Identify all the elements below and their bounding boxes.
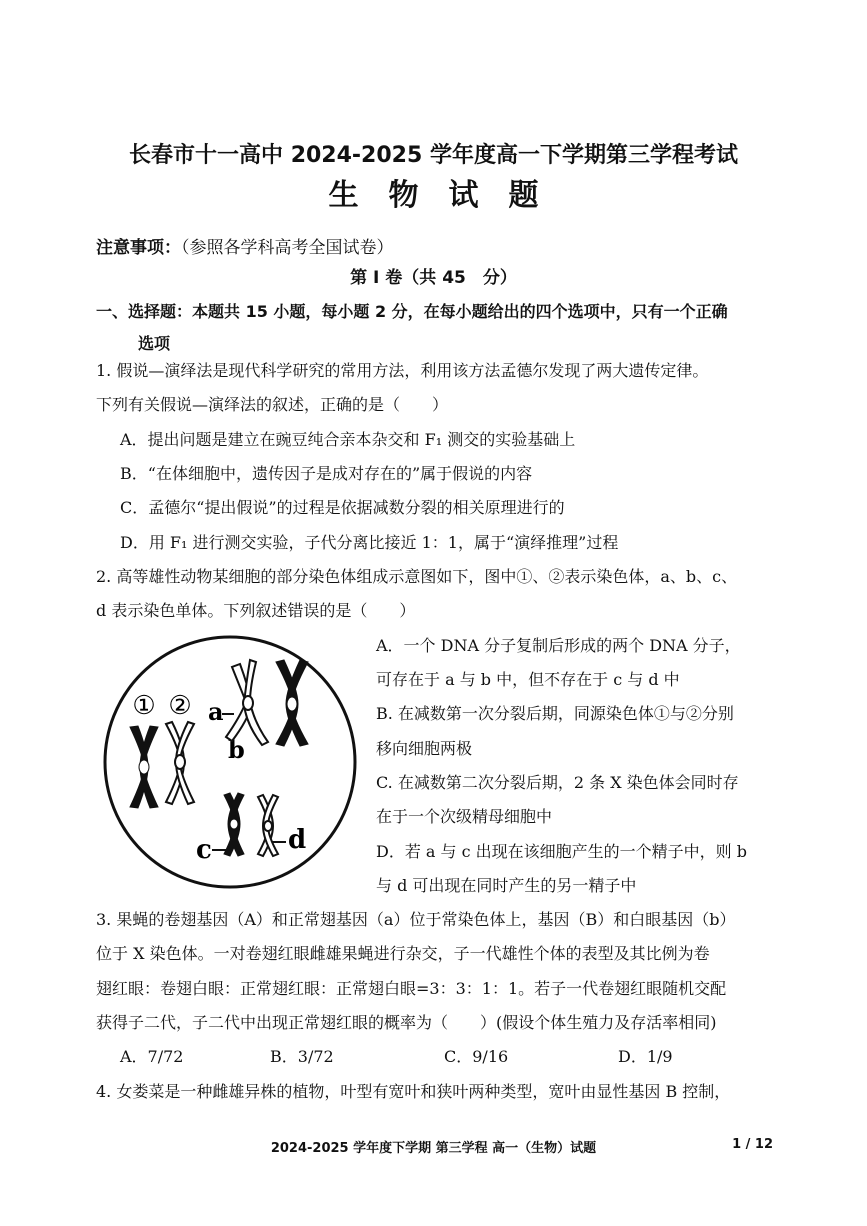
chromosome-d bbox=[258, 795, 278, 856]
exam-title: 长春市十一高中 2024-2025 学年度高一下学期第三学程考试 bbox=[129, 143, 738, 168]
chromosome-figure bbox=[100, 632, 362, 894]
label-d: d bbox=[288, 825, 307, 855]
label-chromosome-1: ① bbox=[132, 691, 156, 721]
q2-option-c-1: C. 在减数第二次分裂后期，2 条 X 染色体会同时存 bbox=[376, 773, 739, 792]
chromosome-ab bbox=[226, 660, 268, 745]
label-c: c bbox=[196, 835, 212, 865]
section-line-1: 一、选择题：本题共 15 小题，每小题 2 分，在每小题给出的四个选项中，只有一个正确 bbox=[96, 302, 728, 321]
notice-label: 注意事项： bbox=[96, 238, 181, 258]
q3-stem-3: 翅红眼：卷翅白眼：正常翅红眼：正常翅白眼=3：3：1：1。若子一代卷翅红眼随机交配 bbox=[96, 979, 727, 998]
q3-stem-2: 位于 X 染色体。一对卷翅红眼雌雄果蝇进行杂交，子一代雄性个体的表型及其比例为卷 bbox=[96, 944, 710, 963]
q3-stem-4: 获得子二代，子二代中出现正常翅红眼的概率为（ ）(假设个体生殖力及存活率相同) bbox=[96, 1013, 717, 1032]
section-line-2: 选项 bbox=[138, 334, 171, 353]
volume-heading: 第 I 卷（共 45 分） bbox=[350, 268, 517, 288]
q3-options bbox=[0, 1044, 867, 1068]
q2-option-c-2: 在于一个次级精母细胞中 bbox=[376, 807, 553, 826]
q1-option-b: B．“在体细胞中，遗传因子是成对存在的”属于假说的内容 bbox=[120, 464, 533, 483]
notice bbox=[96, 233, 394, 258]
q4-stem-1: 4. 女娄菜是一种雌雄异株的植物，叶型有宽叶和狭叶两种类型，宽叶由显性基因 B 控制， bbox=[96, 1082, 731, 1101]
label-b: b bbox=[228, 735, 245, 764]
q2-option-b-1: B. 在减数第一次分裂后期，同源染色体①与②分别 bbox=[376, 704, 734, 723]
q3-option-a: A．7/72 bbox=[120, 1047, 184, 1066]
q2-option-d-1: D．若 a 与 c 出现在该细胞产生的一个精子中，则 b bbox=[376, 842, 748, 861]
chromosome-2 bbox=[166, 722, 194, 804]
notice-text: （参照各学科高考全国试卷） bbox=[181, 238, 394, 258]
q1-stem-2: 下列有关假说—演绎法的叙述，正确的是（ ） bbox=[96, 395, 449, 414]
q3-option-d: D．1/9 bbox=[618, 1047, 673, 1066]
footer-title: 2024-2025 学年度下学期 第三学程 高一（生物）试题 bbox=[270, 1141, 597, 1156]
page-number: 1 / 12 bbox=[732, 1137, 773, 1152]
chromosome-1 bbox=[130, 726, 158, 808]
section-heading bbox=[96, 296, 776, 360]
subject-title: 生物试题 bbox=[328, 178, 569, 213]
q2-option-a-2: 可存在于 a 与 b 中，但不存在于 c 与 d 中 bbox=[376, 670, 680, 689]
label-a: a bbox=[208, 697, 224, 726]
q2-option-b-2: 移向细胞两极 bbox=[376, 739, 473, 758]
chromosome-large-solid bbox=[276, 660, 308, 746]
q1-option-d: D．用 F₁ 进行测交实验，子代分离比接近 1：1，属于“演绎推理”过程 bbox=[120, 533, 619, 552]
q2-option-d-2: 与 d 可出现在同时产生的另一精子中 bbox=[376, 876, 637, 895]
label-chromosome-2: ② bbox=[168, 691, 192, 721]
q2-stem-2: d 表示染色单体。下列叙述错误的是（ ） bbox=[96, 601, 416, 620]
q3-option-c: C．9/16 bbox=[444, 1047, 509, 1066]
q1-option-c: C．孟德尔“提出假说”的过程是依据减数分裂的相关原理进行的 bbox=[120, 498, 565, 517]
q3-option-b: B．3/72 bbox=[270, 1047, 334, 1066]
chromosome-c bbox=[224, 793, 244, 856]
q1-stem-1: 1. 假说—演绎法是现代科学研究的常用方法，利用该方法孟德尔发现了两大遗传定律。 bbox=[96, 361, 709, 380]
q2-stem-1: 2. 高等雄性动物某细胞的部分染色体组成示意图如下，图中①、②表示染色体，a、b、c、 bbox=[96, 567, 738, 586]
q1-option-a: A．提出问题是建立在豌豆纯合亲本杂交和 F₁ 测交的实验基础上 bbox=[120, 430, 576, 449]
q2-option-a-1: A．一个 DNA 分子复制后形成的两个 DNA 分子， bbox=[376, 636, 741, 655]
q3-stem-1: 3. 果蝇的卷翅基因（A）和正常翅基因（a）位于常染色体上，基因（B）和白眼基因（b） bbox=[96, 910, 736, 929]
